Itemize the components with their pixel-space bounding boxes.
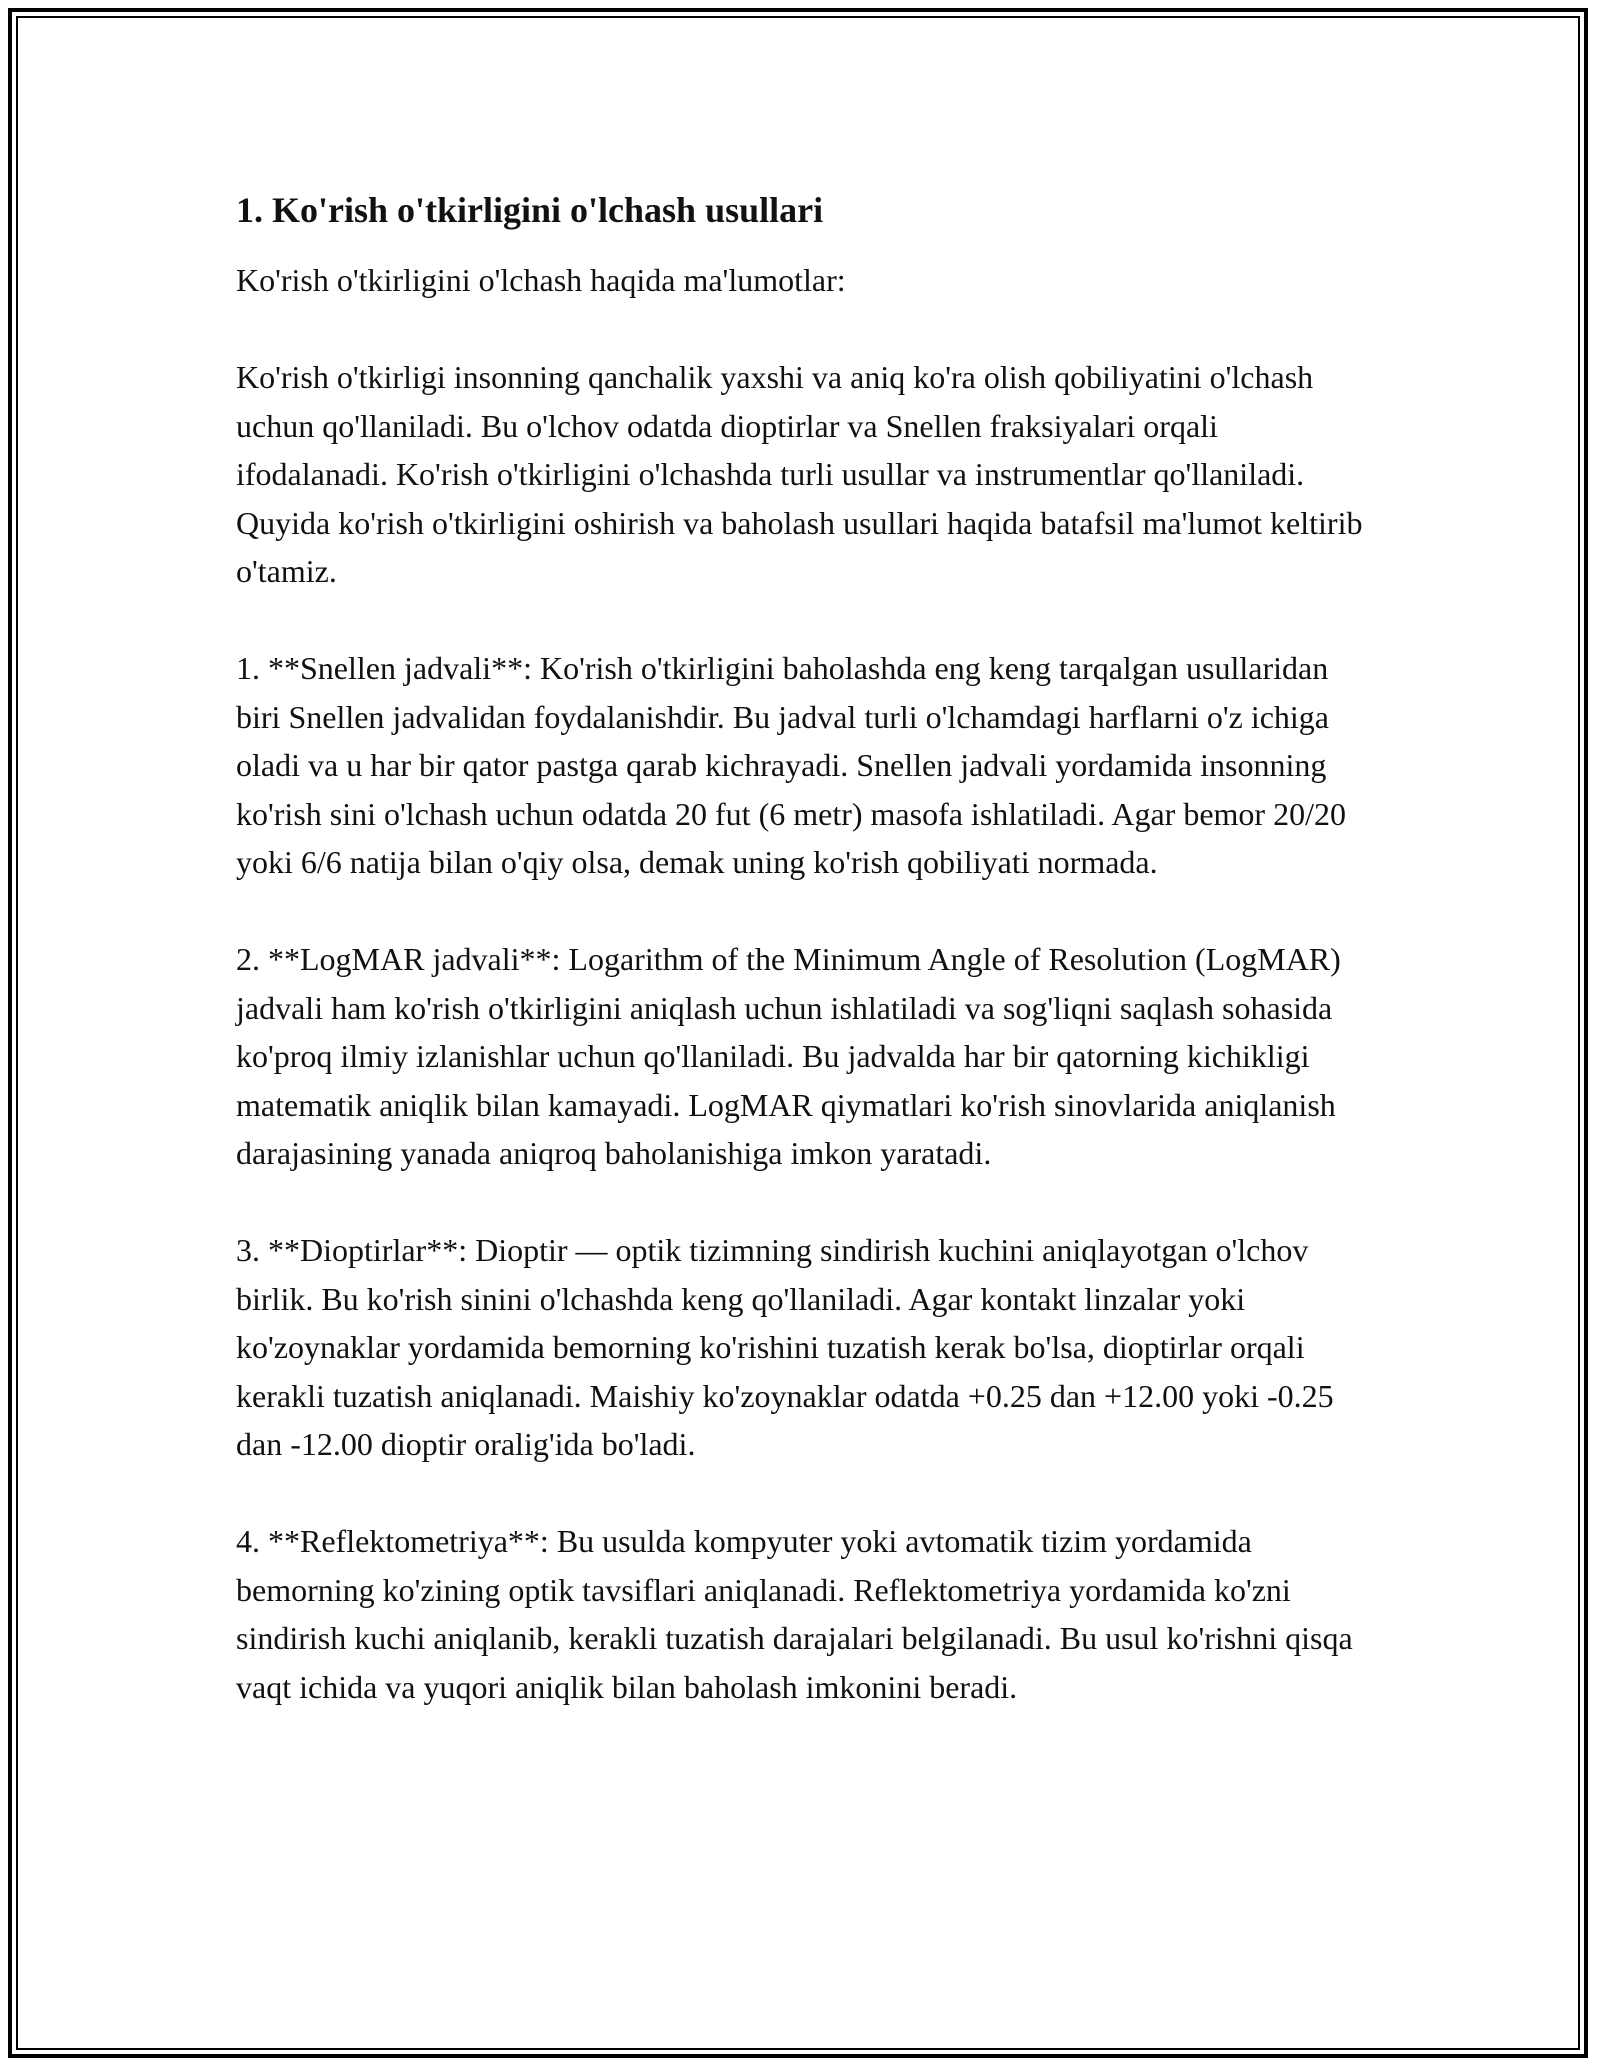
intro-paragraph: Ko'rish o'tkirligini o'lchash haqida ma'lumotlar: (236, 262, 846, 298)
diopter-paragraph: 3. **Dioptirlar**: Dioptir — optik tizimning sindirish kuchini aniqlayotgan o'lchov birlik. Bu ko'rish sinini o'lchashda keng qo'llaniladi. Agar kontakt linzalar yoki ko'zoynaklar yordamida bemorning ko'rishini tuzatish kerak bo'lsa, dioptirlar orqali kerakli tuzatish aniqlanadi. Maishiy ko'zoynaklar odatda +0.25 dan +12.00 yoki -0.25 dan -12.00 dioptir oralig'ida bo'ladi. (236, 1232, 1334, 1462)
logmar-paragraph: 2. **LogMAR jadvali**: Logarithm of the Minimum Angle of Resolution (LogMAR) jadvali ham ko'rish o'tkirligini aniqlash uchun ishlatiladi va sog'liqni saqlash sohasida ko'proq ilmiy izlanishlar uchun qo'llaniladi. Bu jadvalda har bir qatorning kichikligi matematik aniqlik bilan kamayadi. LogMAR qiymatlari ko'rish sinovlarida aniqlanish darajasining yanada aniqroq baholanishiga imkon yaratadi. (236, 941, 1341, 1171)
snellen-paragraph: 1. **Snellen jadvali**: Ko'rish o'tkirligini baholashda eng keng tarqalgan usullaridan biri Snellen jadvalidan foydalanishdir. Bu jadval turli o'lchamdagi harflarni o'z ichiga oladi va u har bir qator pastga qarab kichrayadi. Snellen jadvali yordamida insonning ko'rish sini o'lchash uchun odatda 20 fut (6 metr) masofa ishlatiladi. Agar bemor 20/20 yoki 6/6 natija bilan o'qiy olsa, demak uning ko'rish qobiliyati normada. (236, 650, 1346, 880)
overview-paragraph: Ko'rish o'tkirligi insonning qanchalik yaxshi va aniq ko'ra olish qobiliyatini o'lchash uchun qo'llaniladi. Bu o'lchov odatda dioptirlar va Snellen fraksiyalari orqali ifodalanadi. Ko'rish o'tkirligini o'lchashda turli usullar va instrumentlar qo'llaniladi. Quyida ko'rish o'tkirligini oshirish va baholash usullari haqida batafsil ma'lumot keltirib o'tamiz. (236, 359, 1363, 589)
section-title: 1. Ko'rish o'tkirligini o'lchash usullari (236, 190, 824, 230)
document-body (236, 186, 1366, 1711)
reflectometry-paragraph: 4. **Reflektometriya**: Bu usulda kompyuter yoki avtomatik tizim yordamida bemorning ko'zining optik tavsiflari aniqlanadi. Reflektometriya yordamida ko'zni sindirish kuchi aniqlanib, kerakli tuzatish darajalari belgilanadi. Bu usul ko'rishni qisqa vaqt ichida va yuqori aniqlik bilan baholash imkonini beradi. (236, 1523, 1353, 1705)
